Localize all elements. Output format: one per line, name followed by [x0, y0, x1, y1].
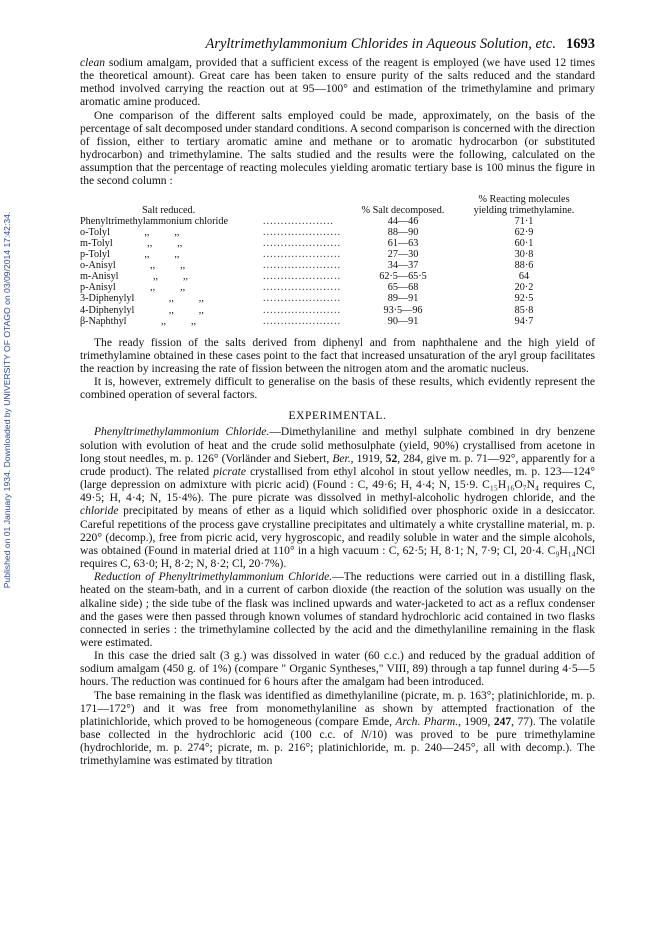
volume: 247: [493, 715, 512, 728]
emphasis: Phenyltrimethylammonium Chloride.: [94, 426, 270, 439]
text: In this case the dried salt (3 g.) was dissolved in water (60 c.c.) and reduced by the gradual addition of sodium amalgam (450 g. of 1%) (compare " Organic Syntheses," VIII, 89) through a tap funnel during 4·5—5 hours. The reduction was continued for 6 hours after the amalgam had been introduced.: [80, 650, 595, 689]
paragraph-8: [80, 690, 595, 769]
text: sodium amalgam, provided that a sufficient excess of the reagent is employed (we have used 12 times the theoretical amount). Great care has been taken to ensure purity of the salts reduced and the standard method involved carrying the reaction out at 95—100° and estimation of the trimethylamine and primary aromatic amine produced.: [80, 57, 595, 109]
salt-decomposed: 88—90: [387, 226, 419, 238]
table-body: [80, 216, 595, 327]
running-header: [80, 36, 595, 53]
emphasis: N: [360, 729, 369, 742]
table-row: [80, 216, 595, 227]
trimethylamine-yield: 64: [518, 271, 530, 283]
table-row: [80, 227, 595, 238]
section-heading: EXPERIMENTAL.: [288, 410, 387, 423]
salt-decomposed: 90—91: [387, 315, 419, 327]
emphasis: picrate: [213, 465, 246, 478]
table-row: [80, 282, 595, 293]
journal-page: [80, 36, 595, 769]
table-header-top: [80, 194, 595, 205]
emphasis: Reduction of Phenyltrimethylammonium Chloride.: [94, 571, 333, 584]
salt-name: β-Naphthyl ,, ,,: [80, 315, 197, 327]
paragraph-3: [80, 337, 595, 376]
salt-decomposed: 61—63: [387, 237, 419, 249]
leader-dots: ......................: [263, 271, 342, 283]
results-table: [80, 194, 595, 327]
trimethylamine-yield: 20·2: [514, 282, 534, 294]
text: The ready fission of the salts derived from diphenyl and from naphthalene and the high yield of trimethylamine obtained in these cases point to the fact that increased unsaturation of the aryl group facilitates the reaction by increasing the rate of fission between the nitrogen atom and the aromatic nucleus.: [80, 336, 595, 375]
leader-dots: ......................: [263, 282, 342, 294]
leader-dots: ......................: [263, 260, 342, 272]
salt-name: o-Tolyl ,, ,,: [80, 226, 180, 238]
text: It is, however, extremely difficult to generalise on the basis of these results, which evidently represent the combined operation of several factors.: [80, 376, 595, 402]
text: precipitated by means of ether as a liquid which solidified over phosphoric oxide in a desiccator. Careful repetitions of the process gave crystalline precipitates and ultimately a white crystalline material, m. p. 220° (decomp.), free from picric acid, very hygroscopic, and readily soluble in water and the simple alcohols, was obtained (Found in material dried at 110° in a high vacuum : C, 62·5; H, 8·1; N, 7·9; Cl, 20·4. C₉H₁₄NCl requires C, 63·0; H, 8·2; N, 8·2; Cl, 20·7%).: [80, 505, 595, 571]
header-c3-top: % Reacting molecules: [478, 193, 570, 205]
leader-dots: ......................: [263, 293, 342, 305]
paragraph-1: [80, 57, 595, 110]
salt-decomposed: 27—30: [387, 249, 419, 261]
text: —The reductions were carried out in a distilling flask, heated on the steam-bath, and in a current of carbon dioxide (the reaction of the solution was usually on the alkaline side) ; the side tube of the flask was inclined upwards and water-jacketed to act as a reflux condenser and the gases were then passed through known volumes of standard hydrochloric acid contained in two flasks connected in series : the trimethylamine collected by the acid and the dimethylaniline remaining in the flask were estimated.: [80, 571, 596, 649]
salt-name: 3-Diphenylyl ,, ,,: [80, 293, 204, 305]
paragraph-5: [80, 426, 595, 571]
leader-dots: ......................: [263, 226, 342, 238]
text: , 77). The volatile base collected in the hydrochloric acid (100 c.c. of: [80, 715, 595, 742]
running-title: Aryltrimethylammonium Chlorides in Aqueous Solution, etc.: [205, 36, 556, 52]
leader-dots: ......................: [263, 315, 342, 327]
emphasis: Arch. Pharm.: [395, 715, 459, 728]
salt-name: m-Anisyl ,, ,,: [80, 271, 189, 283]
paragraph-6: [80, 571, 595, 650]
table-header: [80, 205, 595, 216]
salt-decomposed: 62·5—65·5: [379, 271, 427, 283]
trimethylamine-yield: 71·1: [514, 215, 534, 227]
text: —Dimethylaniline and methyl sulphate combined in dry benzene solution with evolution of heat and the crude solid methosulphate (yield, 90%) crystallised from acetone in long stout needles, m. p. 126° (Vorländer and Siebert,: [80, 426, 595, 465]
table-row: [80, 260, 595, 271]
text: , 1909,: [458, 715, 494, 728]
salt-name: 4-Diphenylyl ,, ,,: [80, 304, 204, 316]
trimethylamine-yield: 92·5: [514, 293, 534, 305]
trimethylamine-yield: 85·8: [514, 304, 534, 316]
text: , 1919,: [350, 452, 386, 465]
header-salt: Salt reduced.: [142, 204, 196, 216]
salt-name: Phenyltrimethylammonium chloride: [80, 215, 228, 227]
table-row: [80, 249, 595, 260]
table-row: [80, 293, 595, 304]
leader-dots: ......................: [263, 237, 342, 249]
trimethylamine-yield: 62·9: [514, 226, 534, 238]
table-row: [80, 316, 595, 327]
leader-dots: ....................: [263, 215, 334, 227]
salt-name: p-Anisyl ,, ,,: [80, 282, 186, 294]
salt-decomposed: 93·5—96: [383, 304, 423, 316]
volume: 52: [385, 452, 398, 465]
salt-name: m-Tolyl ,, ,,: [80, 237, 183, 249]
salt-name: p-Tolyl ,, ,,: [80, 249, 180, 261]
paragraph-2: [80, 110, 595, 189]
trimethylamine-yield: 30·8: [514, 249, 534, 261]
emphasis: Ber.: [332, 452, 351, 465]
leader-dots: ......................: [263, 304, 342, 316]
salt-decomposed: 89—91: [387, 293, 419, 305]
text: The base remaining in the flask was identified as dimethylaniline (picrate, m. p. 163°; platinichloride, m. p. 171—172°) and it was free from monomethylaniline as shown by attempted fractionation of the platinichloride, which proved to be homogeneous (compare Emde,: [80, 689, 595, 728]
text: One comparison of the different salts employed could be made, approximately, on the basis of the percentage of salt decomposed under standard conditions. A second comparison is concerned with the direction of fission, either to tertiary aromatic amine and methane or to aromatic hydrocarbon (or substituted hydrocarbon) and trimethylamine. The salts studied and the results were the following, calculated on the assumption that the percentage of reacting molecules yielding aromatic tertiary base is 100 minus the figure in the second column :: [80, 109, 595, 188]
paragraph-7: [80, 650, 595, 689]
text: /10) was proved to be pure trimethylamine (hydrochloride, m. p. 274°; picrate, m. p. 216°; platinichloride, m. p. 240—245°, all with decomp.). The trimethylamine was estimated by titration: [80, 729, 595, 768]
salt-decomposed: 65—68: [387, 282, 419, 294]
paragraph-4: [80, 376, 595, 402]
leader-dots: ......................: [263, 249, 342, 261]
header-decomposed: % Salt decomposed.: [361, 204, 445, 216]
table-row: [80, 238, 595, 249]
salt-name: o-Anisyl ,, ,,: [80, 260, 186, 272]
provenance-text: Published on 01 January 1934. Downloaded by UNIVERSITY OF OTAGO on 03/09/2014 17:42:34.: [2, 211, 12, 589]
trimethylamine-yield: 60·1: [514, 237, 534, 249]
trimethylamine-yield: 88·6: [514, 260, 534, 272]
table-row: [80, 271, 595, 282]
header-yield: yielding trimethylamine.: [473, 204, 575, 216]
text: , 284, give m. p. 71—92°, apparently for a crude product). The related: [80, 452, 596, 478]
page-number: 1693: [566, 36, 595, 52]
text: crystallised from ethyl alcohol in stout yellow needles, m. p. 123—124° (large depression on admixture with picric acid) (Found : C, 49·6; H, 4·4; N, 15·9. C₁₅H₁₆O₇N₄ requires C, 49·5; H, 4·4; N, 15·4%). The pure picrate was dissolved in methyl-alcoholic hydrogen chloride, and the: [80, 465, 595, 505]
trimethylamine-yield: 94·7: [514, 315, 534, 327]
salt-decomposed: 44—46: [387, 215, 419, 227]
table-row: [80, 305, 595, 316]
provenance-sidebar: [2, 150, 16, 650]
salt-decomposed: 34—37: [387, 260, 419, 272]
emphasis: clean: [80, 57, 106, 69]
emphasis: chloride: [80, 505, 119, 518]
